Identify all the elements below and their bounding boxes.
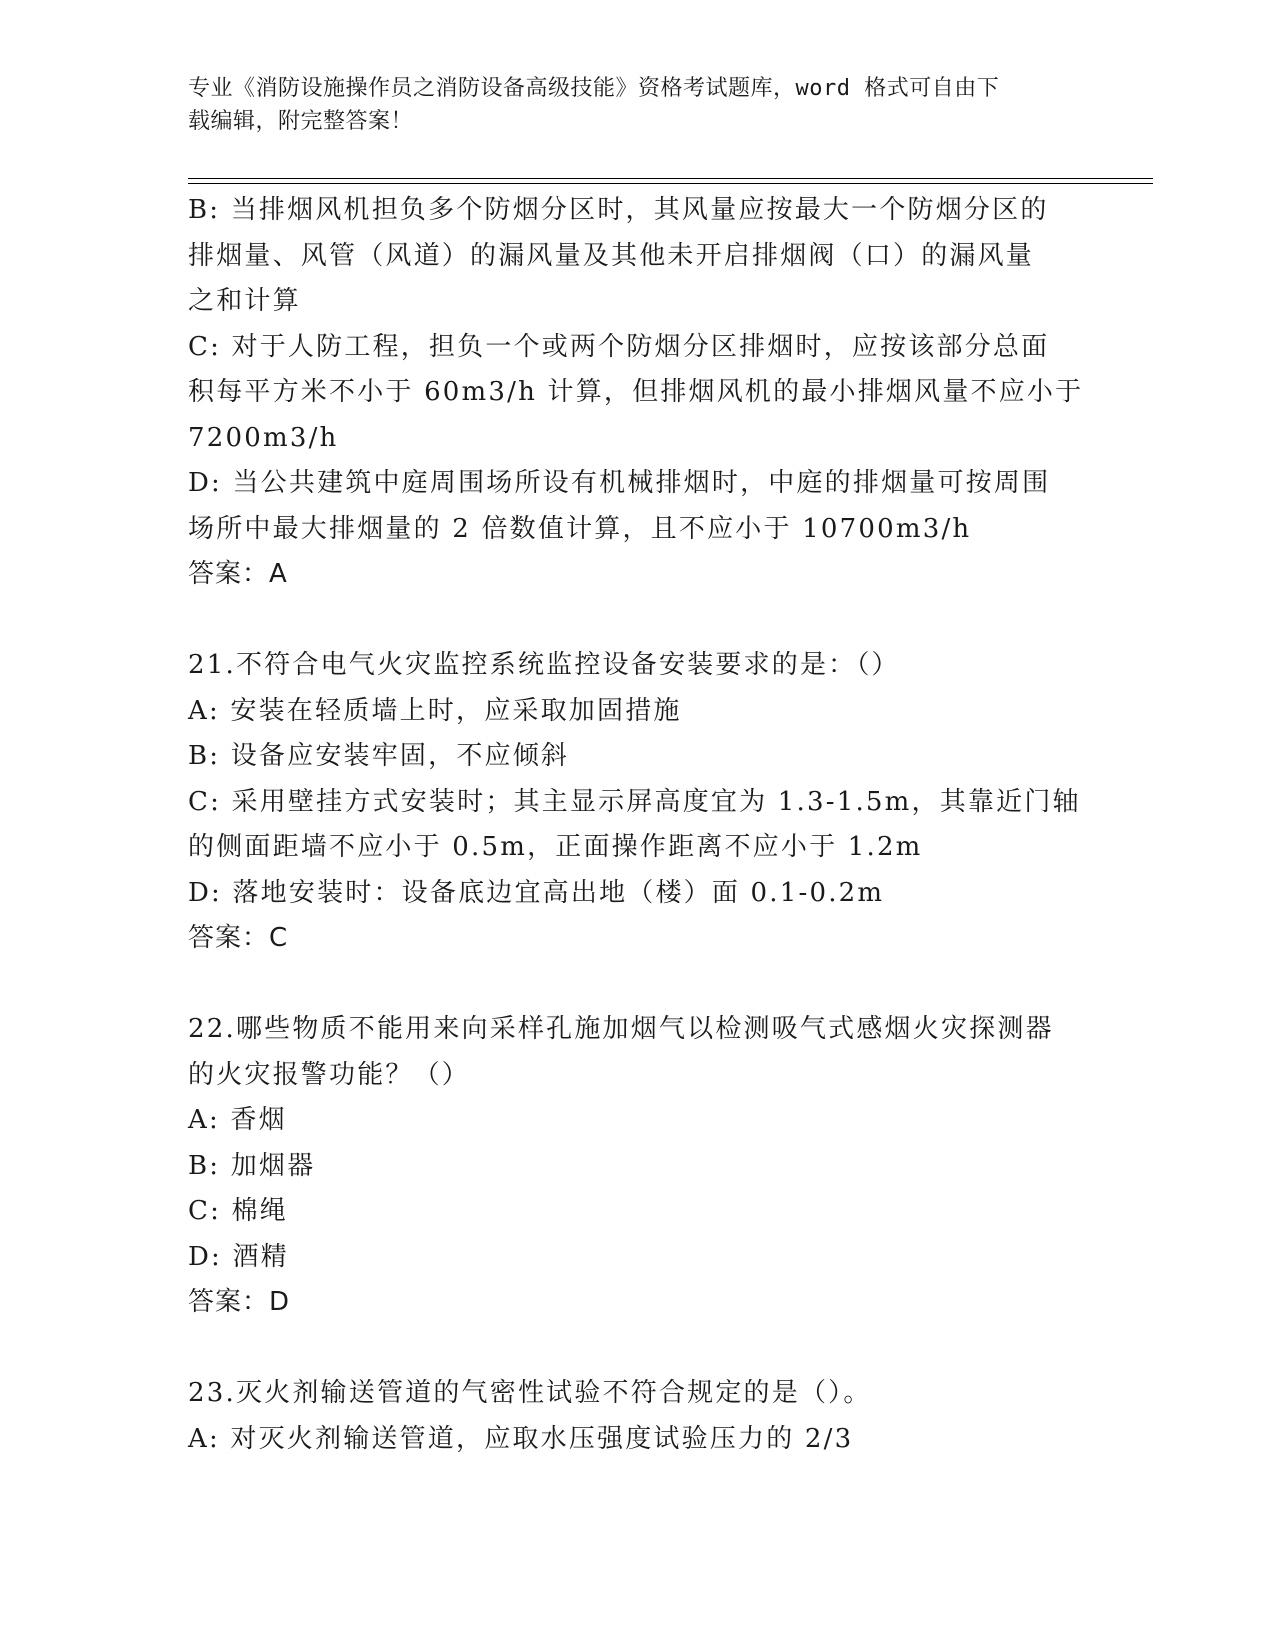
question-23-stem: 23.灭火剂输送管道的气密性试验不符合规定的是（）。 (188, 1378, 872, 1408)
header-line-1: 专业《消防设施操作员之消防设备高级技能》资格考试题库，word 格式可自由下 (188, 76, 1000, 101)
option-b: B: 加烟器 (188, 1150, 316, 1181)
question-block (188, 188, 1088, 598)
option-b: B: 设备应安装牢固，不应倾斜 (188, 741, 570, 771)
header-divider-top (188, 178, 1153, 179)
question-block (188, 1371, 1088, 1462)
document-body (188, 188, 1088, 1462)
question-21-stem: 21.不符合电气火灾监控系统监控设备安装要求的是：（） (188, 650, 900, 680)
question-22-stem-line-2: 的火灾报警功能？（） (188, 1059, 471, 1090)
question-22-stem-line-1: 22.哪些物质不能用来向采样孔施加烟气以检测吸气式感烟火灾探测器 (188, 1014, 1054, 1044)
option-a: A: 对灭火剂输送管道，应取水压强度试验压力的 2/3 (188, 1423, 854, 1454)
option-b-line-2: 排烟量、风管（风道）的漏风量及其他未开启排烟阀（口）的漏风量 (188, 240, 1035, 271)
option-b-line-1: B: 当排烟风机担负多个防烟分区时，其风量应按最大一个防烟分区的 (188, 195, 1049, 225)
option-d: D: 落地安装时：设备底边宜高出地（楼）面 0.1-0.2m (188, 877, 885, 908)
option-c-line-2: 积每平方米不小于 60m3/h 计算，但排烟风机的最小排烟风量不应小于 (188, 377, 1084, 407)
spacer (188, 598, 1088, 644)
option-d: D: 酒精 (188, 1241, 289, 1272)
header-line-2: 载编辑，附完整答案！ (188, 109, 414, 134)
spacer (188, 1326, 1088, 1372)
option-a: A: 香烟 (188, 1105, 287, 1135)
question-block (188, 1007, 1088, 1326)
option-c-line-3: 7200m3/h (188, 422, 339, 453)
question-block (188, 643, 1088, 962)
spacer (188, 962, 1088, 1008)
option-c-line-1: C: 采用壁挂方式安装时；其主显示屏高度宜为 1.3-1.5m，其靠近门轴 (188, 786, 1081, 817)
option-a: A: 安装在轻质墙上时，应采取加固措施 (188, 695, 682, 726)
option-c-line-1: C: 对于人防工程，担负一个或两个防烟分区排烟时，应按该部分总面 (188, 331, 1050, 362)
option-c-line-2: 的侧面距墙不应小于 0.5m，正面操作距离不应小于 1.2m (188, 832, 923, 862)
header-divider-bottom (188, 183, 1153, 184)
option-b-line-3: 之和计算 (188, 286, 301, 316)
option-c: C: 棉绳 (188, 1196, 288, 1226)
option-d-line-1: D: 当公共建筑中庭周围场所设有机械排烟时，中庭的排烟量可按周围 (188, 468, 1051, 498)
answer-label: 答案：C (188, 923, 289, 953)
answer-label: 答案：D (188, 1287, 291, 1317)
document-header (188, 72, 1068, 138)
answer-label: 答案：A (188, 559, 288, 589)
option-d-line-2: 场所中最大排烟量的 2 倍数值计算，且不应小于 10700m3/h (188, 513, 972, 544)
